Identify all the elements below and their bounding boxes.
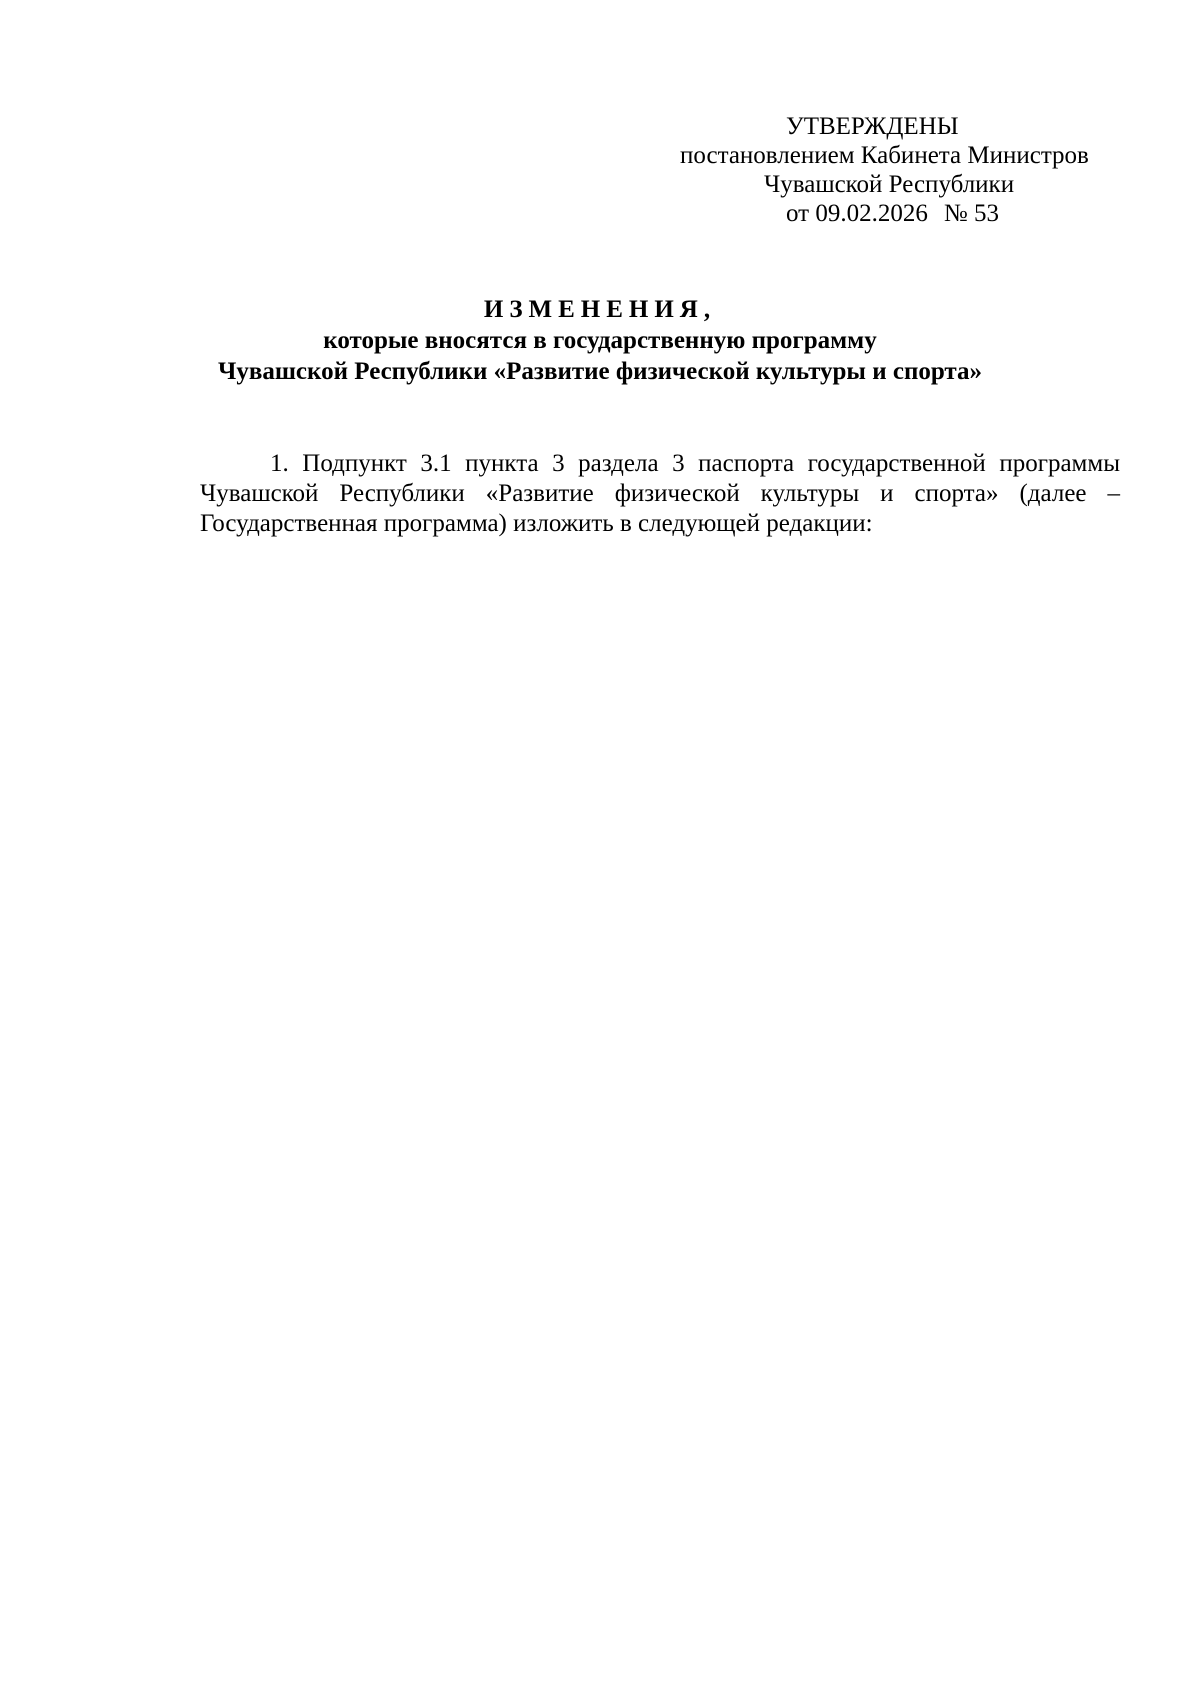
approval-stamp — [640, 112, 1140, 228]
document-body — [200, 449, 1120, 539]
approval-region: Чувашской Республики — [764, 171, 1015, 198]
approval-number: № 53 — [943, 200, 999, 227]
document-subtitle-line-1: которые вносятся в государственную программу — [323, 327, 877, 354]
approval-date: от 09.02.2026 — [786, 200, 928, 227]
document-title-block — [160, 294, 1040, 387]
approval-date-line — [640, 199, 1140, 228]
document-subtitle-line-2: Чувашской Республики «Развитие физической культуры и спорта» — [217, 358, 983, 385]
paragraph-1: 1. Подпункт 3.1 пункта 3 раздела 3 паспорта государственной программы Чувашской Республики «Развитие физической культуры и спорта» (далее – Государственная программа) изложить в следующей редакции: — [200, 450, 1120, 537]
approval-authority: постановлением Кабинета Министров — [680, 142, 1089, 169]
document-heading: ИЗМЕНЕНИЯ, — [483, 296, 717, 323]
approval-title: УТВЕРЖДЕНЫ — [786, 113, 959, 140]
